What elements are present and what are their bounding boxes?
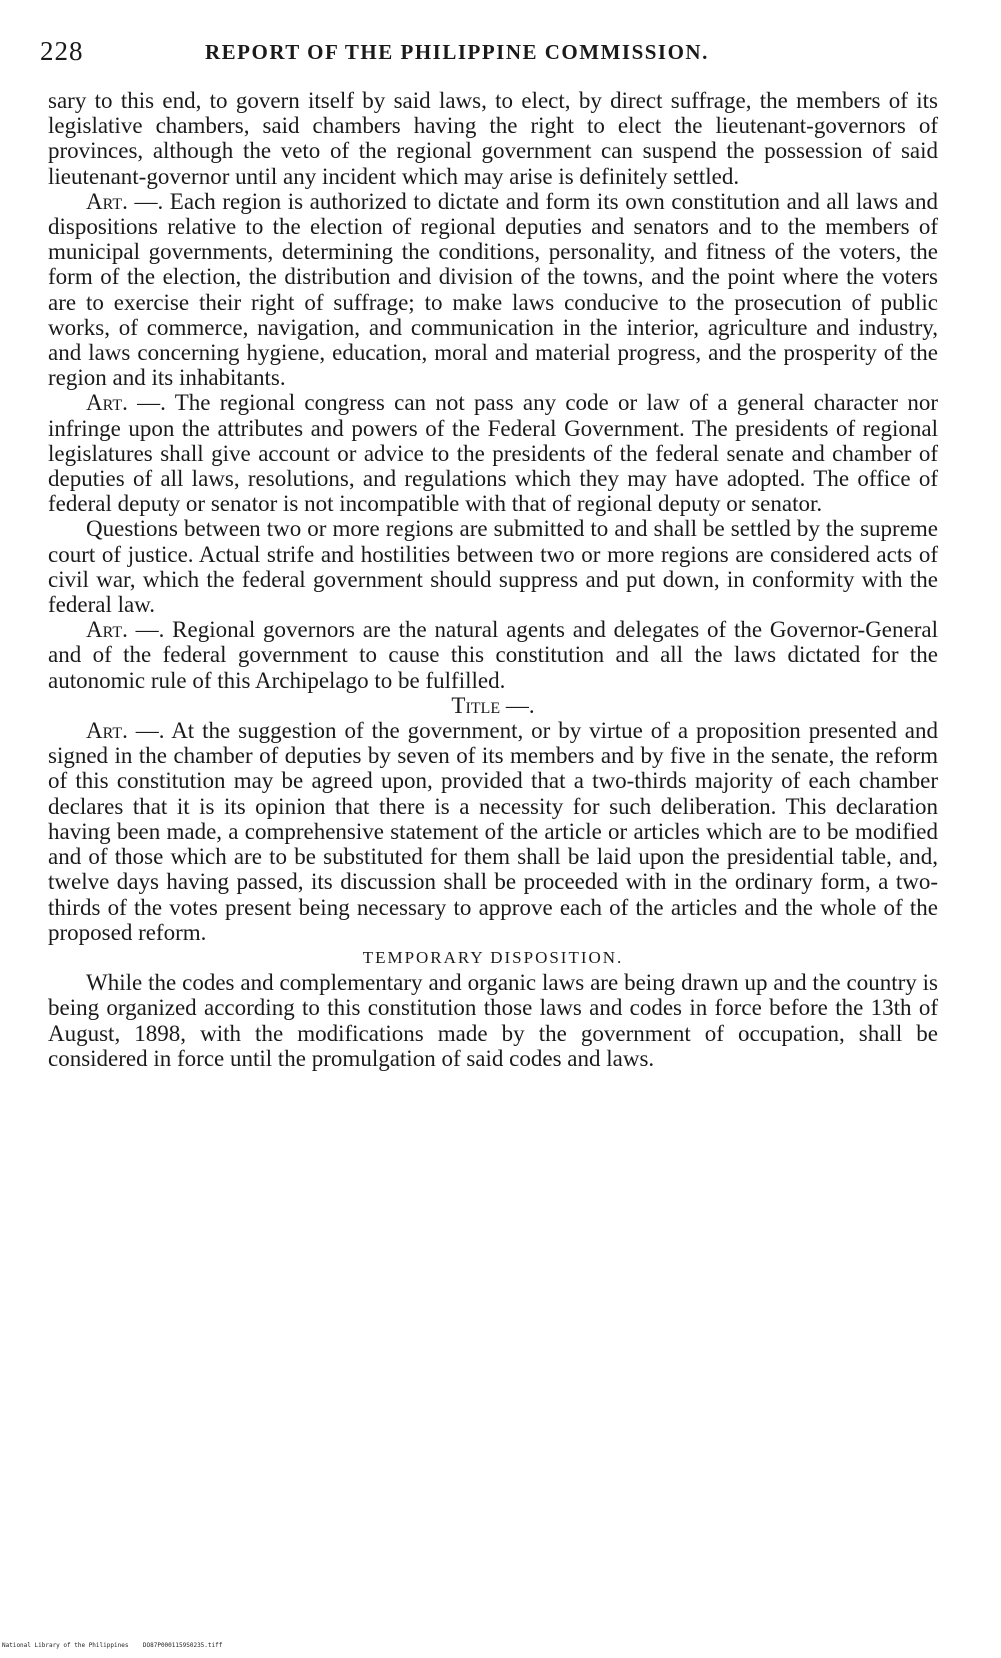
article-paragraph <box>48 718 938 945</box>
article-text: Each region is authorized to dictate and form its own constitution and all laws and dispositions relative to the election of regional deputies and senators and to the members of municipal governments, determining the conditions, personality, and fitness of the voters, the form of the election, the distribution and division of the towns, and the point where the voters are to exercise their right of suffrage; to make laws conducive to the prosecution of public works, of commerce, navigation, and communication in the interior, agriculture and industry, and laws concerning hygiene, education, moral and material progress, and the prosperity of the region and its inhabitants. <box>48 188 938 391</box>
running-title: REPORT OF THE PHILIPPINE COMMISSION. <box>205 40 709 64</box>
article-text: At the suggestion of the government, or by virtue of a proposition presented and signed in the chamber of deputies by seven of its members and by five in the senate, the reform of this constitution may be agreed upon, provided that a two-thirds majority of each chamber declares that it is its opinion that there is a necessity for such deliberation. This declaration having been made, a comprehensive statement of the article or articles which are to be modified and of those which are to be substituted for them shall be laid upon the presidential table, and, twelve days having passed, its discussion shall be proceeded with in the ordinary form, a two-thirds of the votes present being necessary to approve each of the articles and the whole of the proposed reform. <box>48 718 938 945</box>
article-label: Art. —. <box>86 390 166 416</box>
paragraph-continuation: sary to this end, to govern itself by said laws, to elect, by direct suffrage, the members of its legislative chambers, said chambers having the right to elect the lieutenant-governors of provinces, although the veto of the regional government can suspend the possession of said lieutenant-governor until any incident which may arise is definitely settled. <box>48 88 938 189</box>
paragraph: While the codes and complementary and organic laws are being drawn up and the country is being organized according to this constitution those laws and codes in force before the 13th of August, 1898, with the modifications made by the government of occupation, shall be considered in force until the promulgation of said codes and laws. <box>48 970 938 1071</box>
article-paragraph <box>48 390 938 516</box>
article-label: Art. —. <box>86 188 164 214</box>
section-heading: TEMPORARY DISPOSITION. <box>362 947 624 967</box>
scan-footer-note: National Library of the Philippines DO87P0001159S0235.tiff <box>2 1642 223 1649</box>
article-label: Art. —. <box>86 718 165 744</box>
article-label: Art. —. <box>86 617 165 643</box>
article-text: The regional congress can not pass any code or law of a general character nor infringe upon the attributes and powers of the Federal Government. The presidents of regional legislatures shall give account or advice to the presidents of the federal senate and chamber of deputies of all laws, resolutions, and regulations which they may have adopted. The office of federal deputy or senator is not incompatible with that of regional deputy or senator. <box>48 390 938 517</box>
title-heading: Title —. <box>451 692 535 718</box>
page-number: 228 <box>40 36 84 66</box>
text-column <box>48 88 938 1071</box>
article-text: Regional governors are the natural agents and delegates of the Governor-General and of the federal government to cause this constitution and all the laws dictated for the autonomic rule of this Archipelago to be fulfilled. <box>48 617 938 693</box>
article-paragraph <box>48 189 938 391</box>
running-head <box>40 36 961 68</box>
paragraph: Questions between two or more regions are submitted to and shall be settled by the supreme court of justice. Actual strife and hostilities between two or more regions are considered acts of civil war, which the federal government should suppress and put down, in conformity with the federal law. <box>48 516 938 618</box>
article-paragraph <box>48 617 938 693</box>
